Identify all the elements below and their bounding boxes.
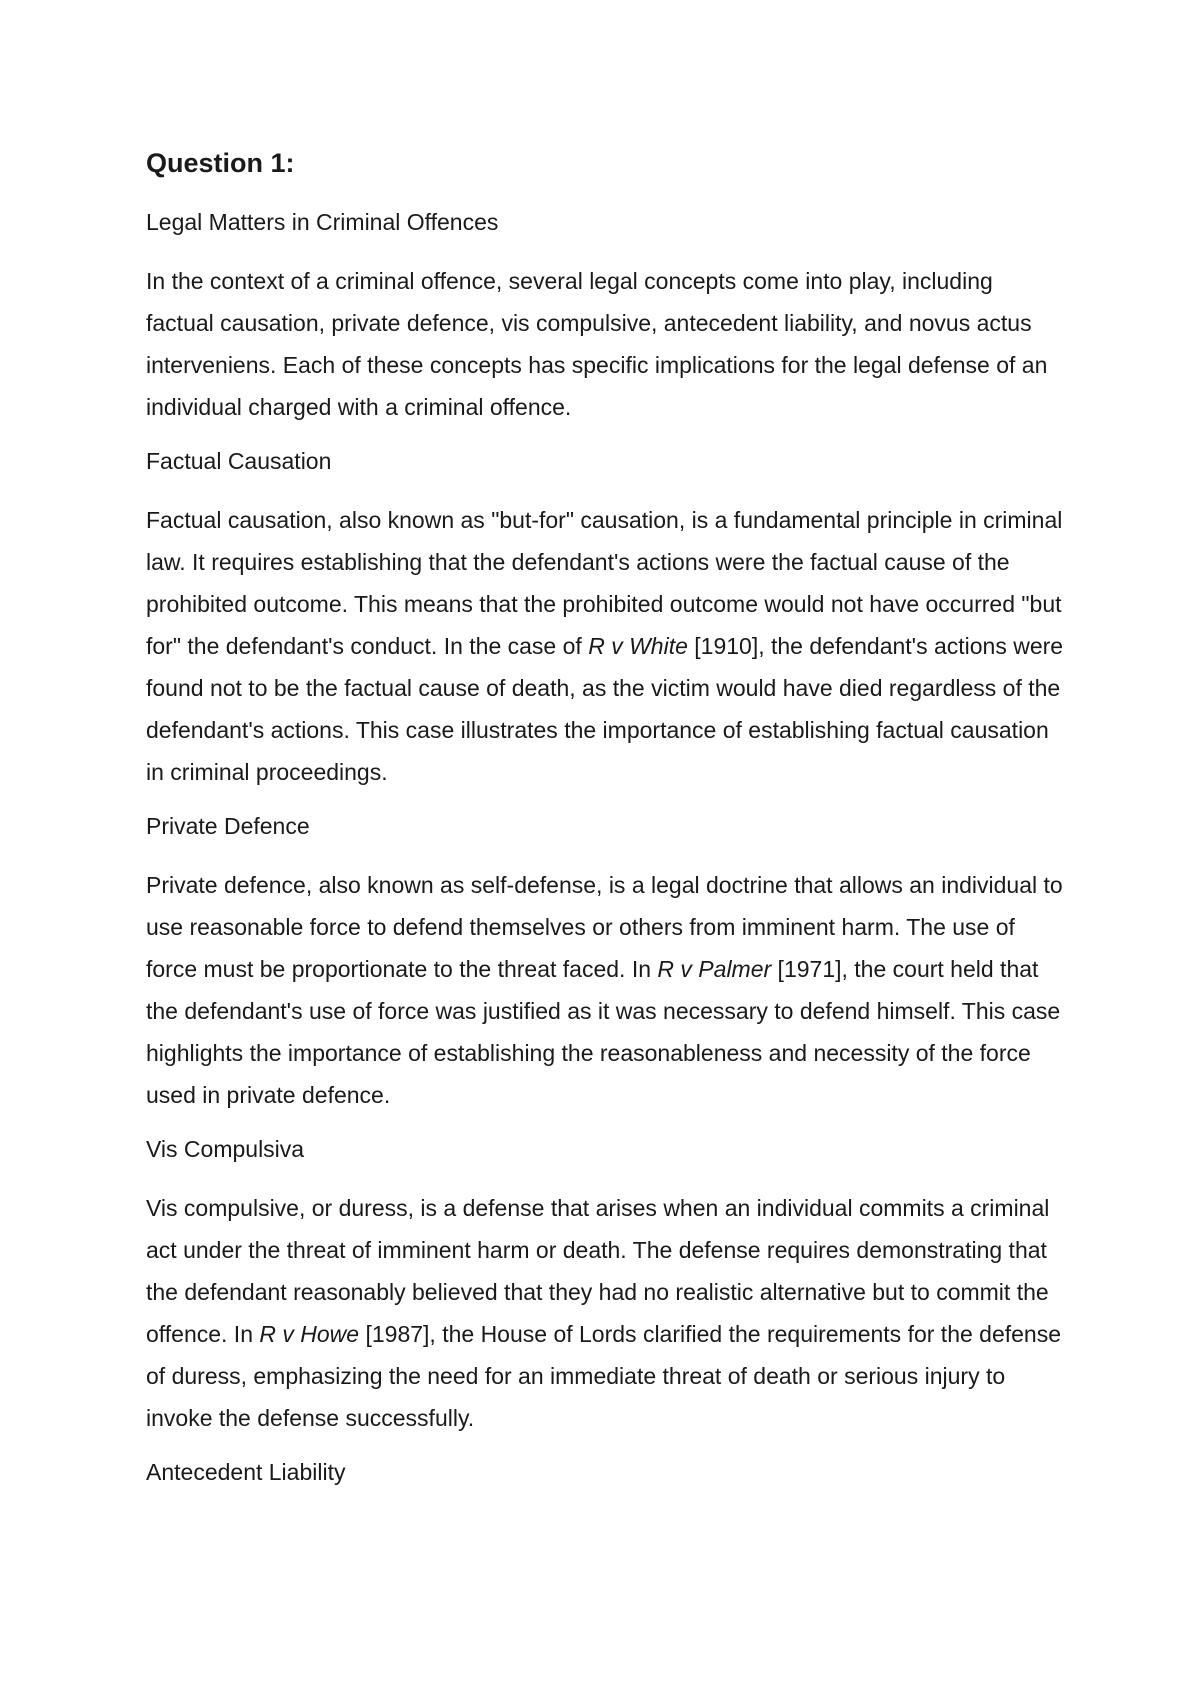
- paragraph-text: [1971], the court held that the defendant's use of force was justified as it was necessary to defend himself. This case highlights the importance of establishing the reasonableness and necessity of the force used in private defence.: [146, 956, 1061, 1108]
- section-paragraph-vis-compulsiva: [146, 1187, 1066, 1439]
- section-paragraph-private-defence: [146, 864, 1066, 1116]
- paragraph-text: Factual causation, also known as "but-for" causation, is a fundamental principle in criminal law. It requires establishing that the defendant's actions were the factual cause of the prohibited outcome. This means that the prohibited outcome would not have occurred "but for" the defendant's conduct. In the case of: [146, 507, 1063, 659]
- paragraph-text: [1910], the defendant's actions were found not to be the factual cause of death, as the victim would have died regardless of the defendant's actions. This case illustrates the importance of establishing factual causation in criminal proceedings.: [146, 633, 1064, 785]
- section-heading-factual-causation: Factual Causation: [146, 448, 332, 474]
- section-paragraph-factual-causation: [146, 499, 1066, 793]
- document-body: [146, 143, 1066, 1510]
- case-citation: R v White: [588, 633, 688, 659]
- section-heading-antecedent-liability: Antecedent Liability: [146, 1459, 346, 1485]
- paragraph-text: Private defence, also known as self-defense, is a legal doctrine that allows an individual to use reasonable force to defend themselves or others from imminent harm. The use of force must be proportionate to the threat faced. In: [146, 872, 1063, 982]
- case-citation: R v Howe: [259, 1321, 360, 1347]
- paragraph-text: Vis compulsive, or duress, is a defense that arises when an individual commits a criminal act under the threat of imminent harm or death. The defense requires demonstrating that the defendant reasonably believed that they had no realistic alternative but to commit the offence. In: [146, 1195, 1050, 1347]
- intro-paragraph: In the context of a criminal offence, several legal concepts come into play, including factual causation, private defence, vis compulsive, antecedent liability, and novus actus interveniens. Each of these concepts has specific implications for the legal defense of an individual charged with a criminal offence.: [146, 268, 1048, 420]
- section-heading-vis-compulsiva: Vis Compulsiva: [146, 1136, 305, 1162]
- case-citation: R v Palmer: [657, 956, 772, 982]
- paragraph-text: [1987], the House of Lords clarified the requirements for the defense of duress, emphasizing the need for an immediate threat of death or serious injury to invoke the defense successfully.: [146, 1321, 1062, 1431]
- section-heading-private-defence: Private Defence: [146, 813, 310, 839]
- intro-heading: Legal Matters in Criminal Offences: [146, 209, 499, 235]
- document-title: Question 1:: [146, 148, 295, 178]
